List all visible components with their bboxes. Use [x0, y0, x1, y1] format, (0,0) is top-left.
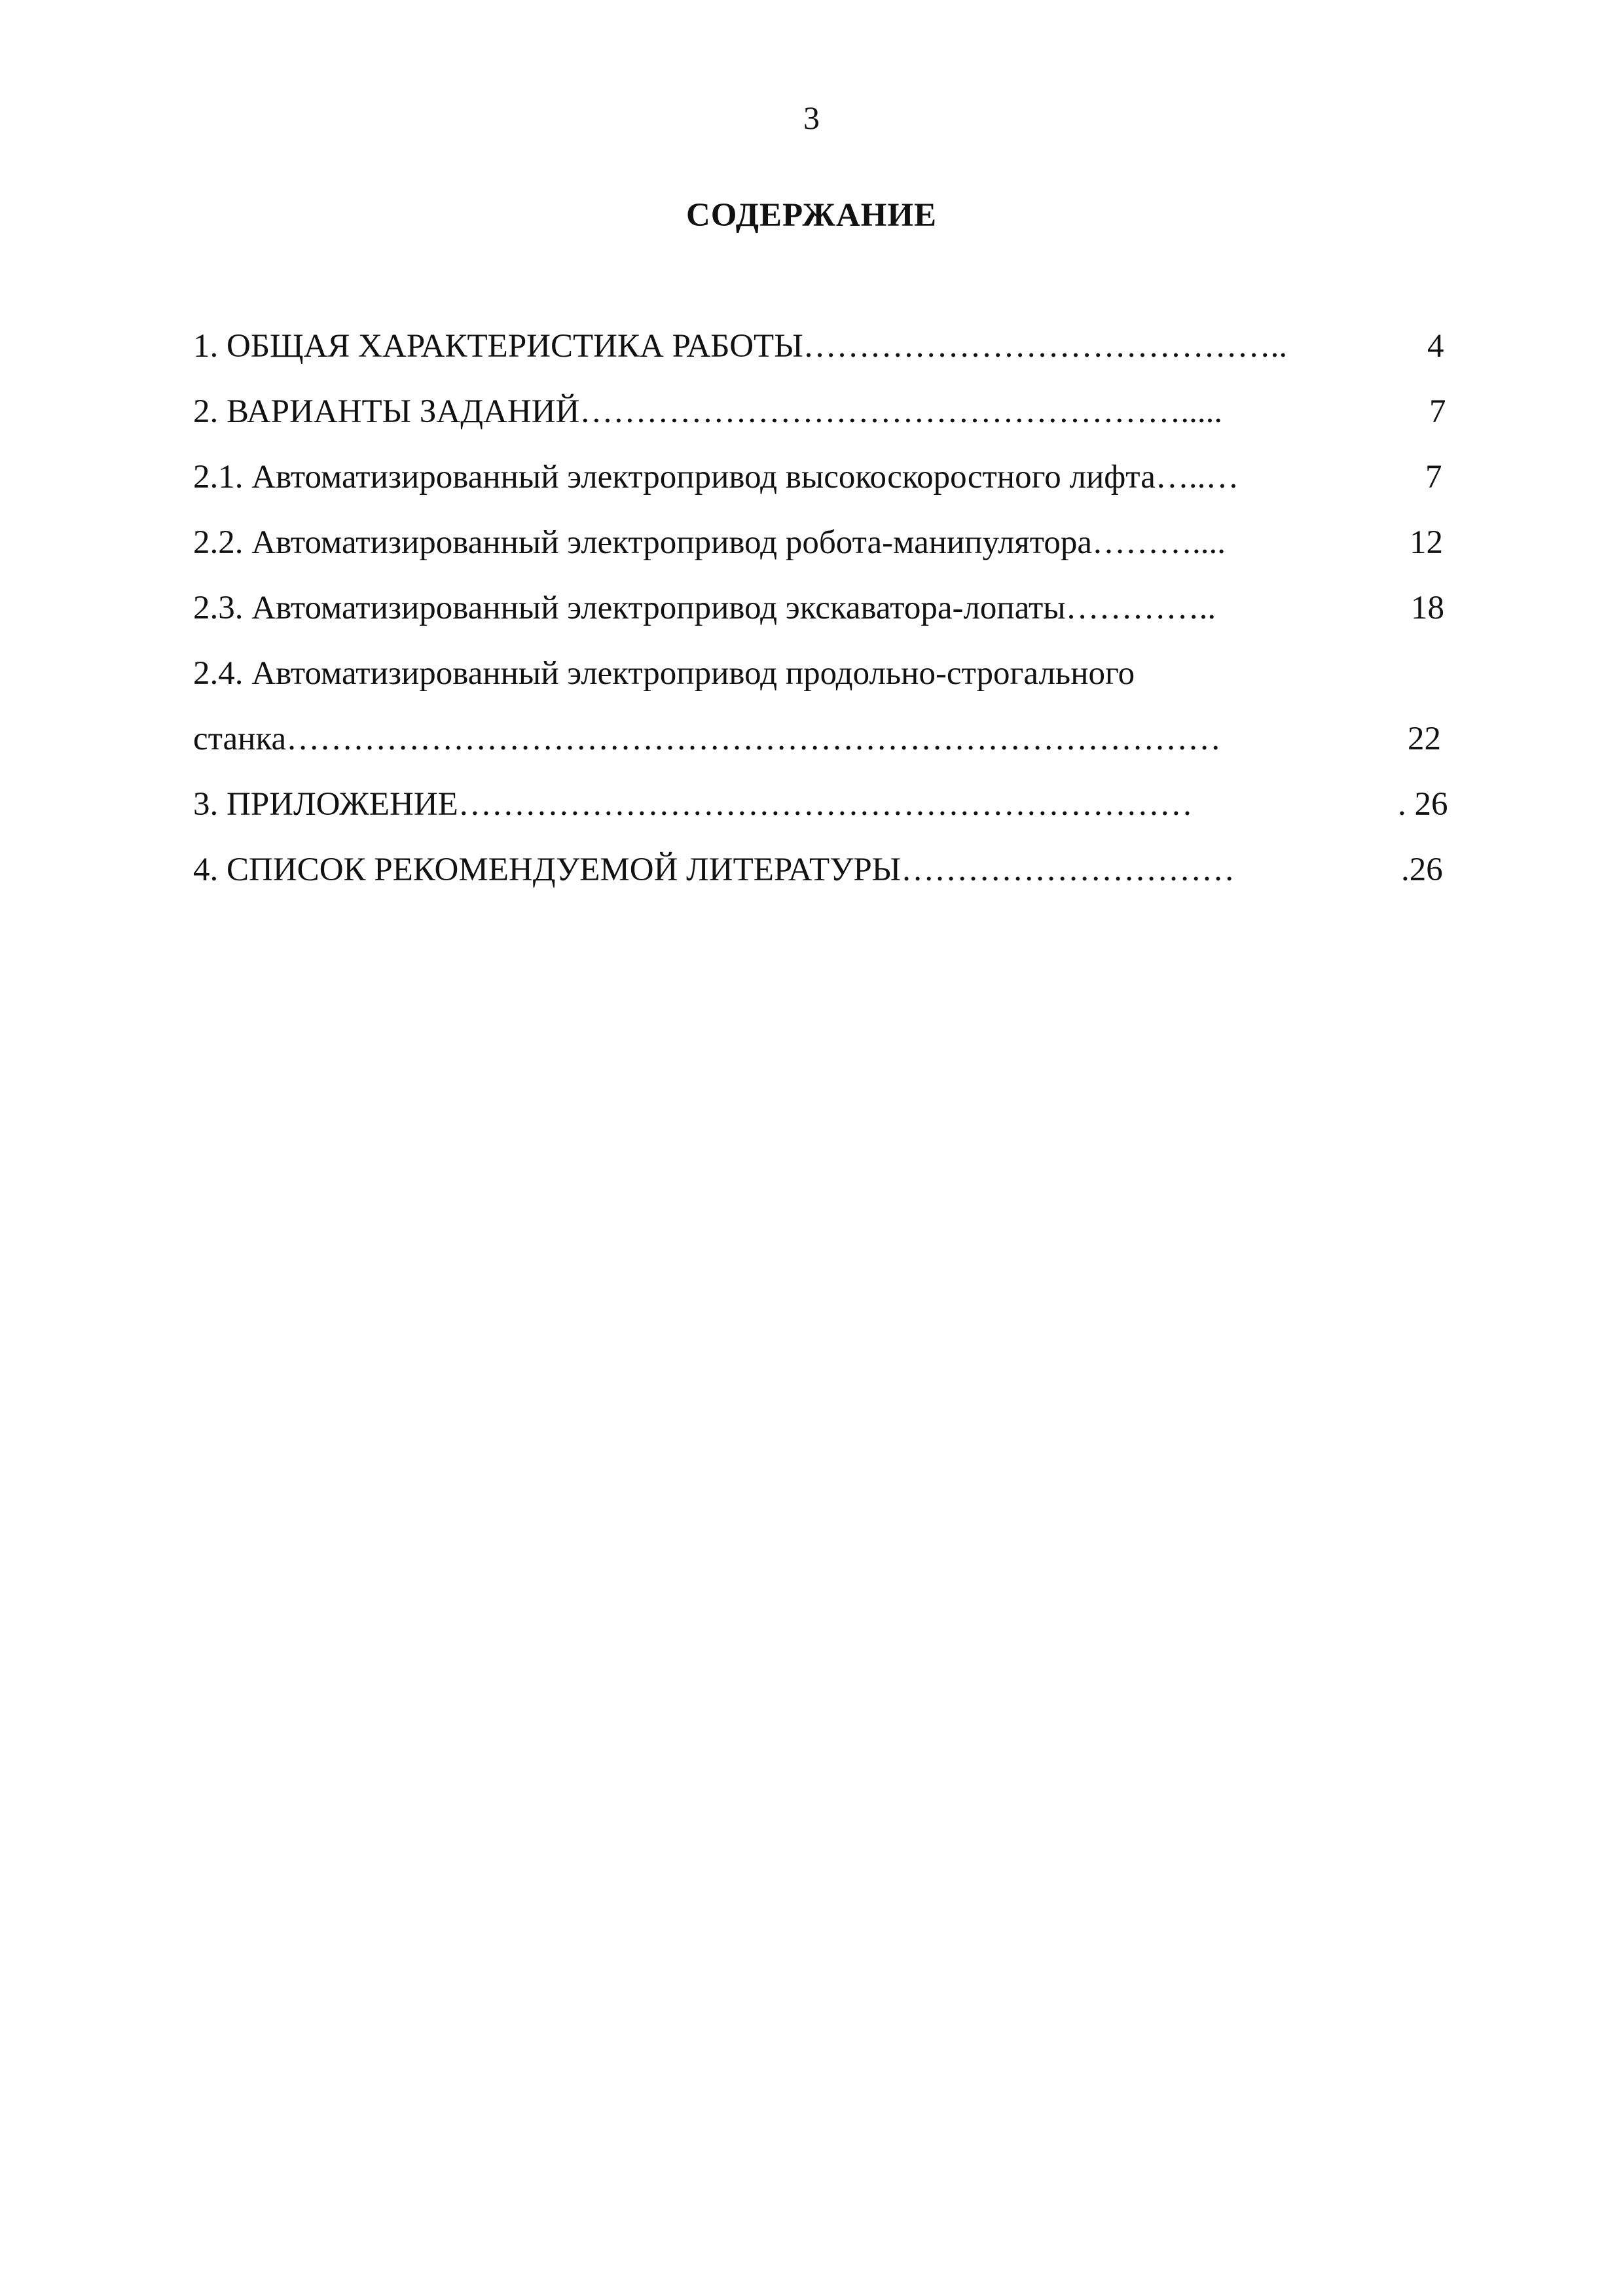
toc-entry-label: 2. ВАРИАНТЫ ЗАДАНИЙ……………………………………………….....	[193, 393, 1223, 430]
page-title: СОДЕРЖАНИЕ	[685, 197, 938, 234]
toc-entry-page: 12	[1410, 524, 1443, 561]
toc-entry-label: 1. ОБЩАЯ ХАРАКТЕРИСТИКА РАБОТЫ……………………………………..	[193, 328, 1288, 365]
toc-entry-robot[interactable]	[193, 522, 1450, 587]
page-number: 3	[803, 99, 820, 136]
table-of-contents	[193, 325, 1450, 914]
toc-entry-literature[interactable]	[193, 849, 1450, 914]
toc-entry-label: 4. СПИСОК РЕКОМЕНДУЕМОЙ ЛИТЕРАТУРЫ…………………………	[193, 852, 1235, 888]
toc-entry-label: 2.2. Автоматизированный электропривод робота-манипулятора………....	[193, 524, 1226, 561]
toc-entry-page: .26	[1401, 852, 1443, 888]
toc-entry-page: 7	[1429, 393, 1446, 430]
toc-entry-label: 2.3. Автоматизированный электропривод экскаватора-лопаты…………..	[193, 590, 1216, 626]
toc-entry-appendix[interactable]	[193, 783, 1450, 849]
toc-entry-planer[interactable]	[193, 653, 1450, 718]
toc-entry-excavator[interactable]	[193, 587, 1450, 653]
toc-entry-label: 2.1. Автоматизированный электропривод высокоскоростного лифта…..…	[193, 459, 1239, 495]
toc-entry-page: 4	[1427, 328, 1444, 365]
toc-entry-page: . 26	[1398, 786, 1448, 823]
toc-entry-lift[interactable]	[193, 456, 1450, 522]
toc-entry-label: 2.4. Автоматизированный электропривод продольно-строгального	[193, 655, 1135, 692]
toc-entry-page: 22	[1408, 721, 1441, 757]
toc-entry-label: 3. ПРИЛОЖЕНИЕ…………………………………………………………	[193, 786, 1193, 823]
toc-entry-variants[interactable]	[193, 391, 1450, 456]
toc-entry-label: станка…………………………………………………………………………	[193, 721, 1222, 757]
toc-entry-page: 18	[1411, 590, 1444, 626]
toc-entry-general[interactable]	[193, 325, 1450, 391]
toc-entry-planer-continued[interactable]	[193, 718, 1450, 783]
toc-entry-page: 7	[1425, 459, 1442, 495]
